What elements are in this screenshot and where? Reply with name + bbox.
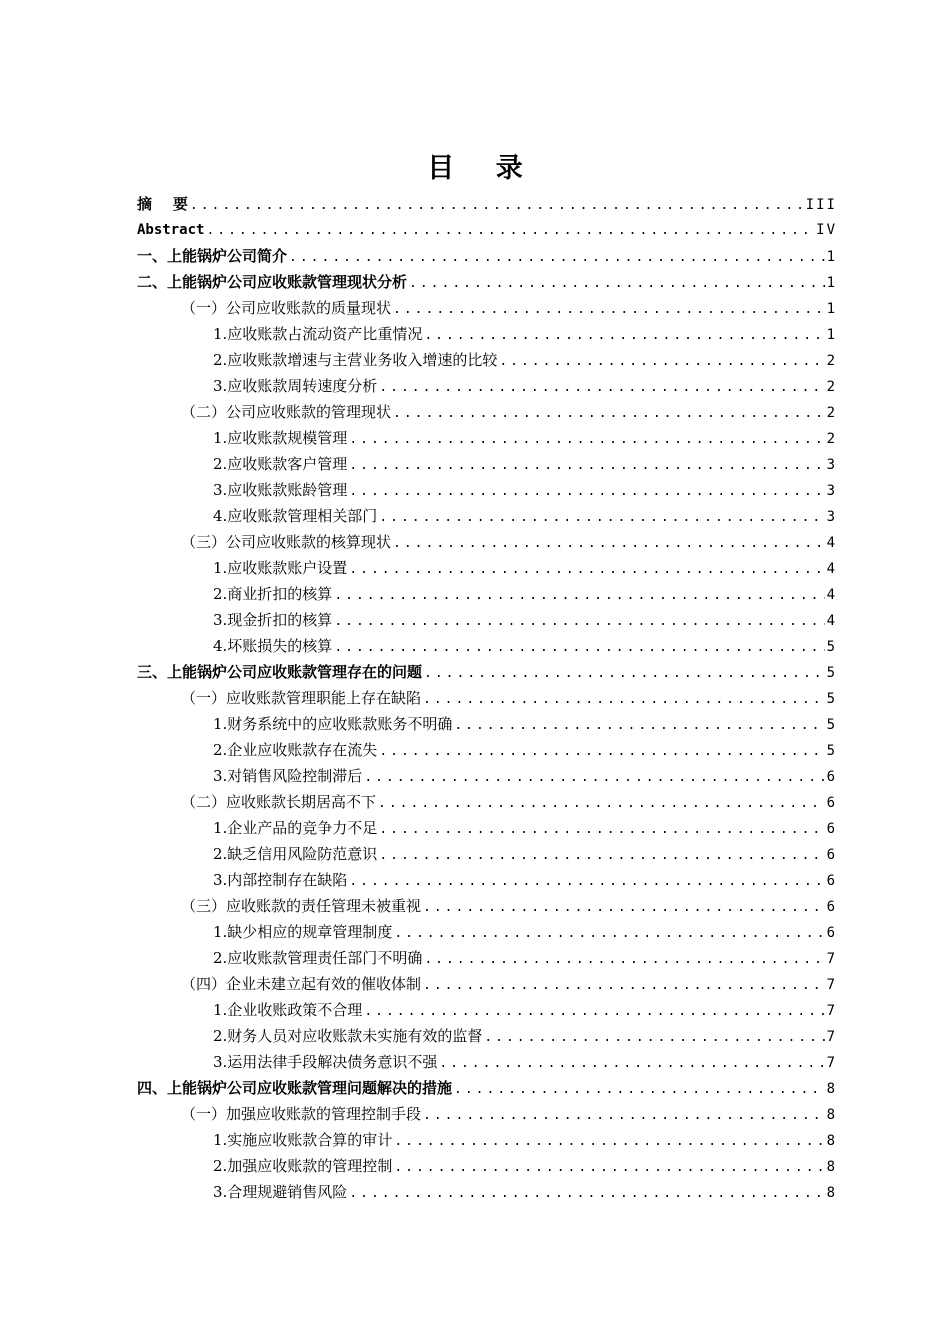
toc-entry[interactable] [137,243,837,269]
dot-leader [379,843,824,869]
toc-entry[interactable] [137,295,837,321]
dot-leader [379,739,824,765]
toc-entry-page-number: 5 [826,691,837,707]
dot-leader [349,427,824,453]
toc-entry-label: 三、上能锅炉公司应收账款管理存在的问题 [137,663,423,681]
toc-entry[interactable] [137,685,837,711]
dot-leader [364,765,824,791]
dot-leader [206,218,814,244]
toc-entry[interactable] [137,893,837,919]
toc-entry-label: 1.应收账款账户设置 [213,559,348,577]
toc-entry-label: 4.坏账损失的核算 [213,637,333,655]
toc-entry[interactable] [137,659,837,685]
toc-entry[interactable] [137,763,837,789]
toc-entry-label: 2.应收账款管理责任部门不明确 [213,949,423,967]
toc-entry-page-number: 2 [826,431,837,447]
toc-entry[interactable] [137,711,837,737]
toc-entry[interactable] [137,321,837,347]
toc-entry[interactable] [137,191,837,217]
toc-entry-label: 2.应收账款增速与主营业务收入增速的比较 [213,351,498,369]
toc-entry-label: 2.企业应收账款存在流失 [213,741,378,759]
toc-entry-label: 2.加强应收账款的管理控制 [213,1157,393,1175]
toc-entry-label: Abstract [137,222,205,238]
toc-entry-label: 四、上能锅炉公司应收账款管理问题解决的措施 [137,1079,453,1097]
dot-leader [409,271,825,297]
toc-entry-page-number: 6 [826,795,837,811]
toc-entry-page-number: 1 [826,249,837,265]
dot-leader [334,609,824,635]
toc-entry-page-number: 7 [826,977,837,993]
toc-entry-page-number: 6 [826,925,837,941]
toc-entry-page-number: 8 [826,1185,837,1201]
toc-entry[interactable] [137,503,837,529]
toc-entry[interactable] [137,867,837,893]
toc-entry-page-number: 5 [826,665,837,681]
toc-entry[interactable] [137,1075,837,1101]
toc-entry-page-number: 8 [826,1159,837,1175]
toc-entry-page-number: 3 [826,457,837,473]
toc-entry-label: 1.应收账款占流动资产比重情况 [213,325,423,343]
toc-entry-page-number: III [805,197,837,213]
toc-title: 目 录 [427,153,539,184]
dot-leader [423,1103,825,1129]
toc-entry-page-number: 7 [826,1055,837,1071]
dot-leader [484,1025,824,1051]
dot-leader [439,1051,824,1077]
toc-entry[interactable] [137,841,837,867]
dot-leader [349,453,824,479]
toc-entry-page-number: 7 [826,951,837,967]
toc-entry-page-number: 6 [826,821,837,837]
toc-entry-page-number: 2 [826,353,837,369]
toc-entry[interactable] [137,789,837,815]
toc-entry-label: 2.商业折扣的核算 [213,585,333,603]
toc-entry[interactable] [137,1179,837,1205]
toc-entry[interactable] [137,633,837,659]
toc-entry-label: 1.缺少相应的规章管理制度 [213,923,393,941]
toc-entry[interactable] [137,581,837,607]
dot-leader [190,193,804,219]
toc-entry[interactable] [137,217,837,243]
toc-entry-label: （三）公司应收账款的核算现状 [181,533,392,551]
dot-leader [364,999,824,1025]
toc-entry[interactable] [137,919,837,945]
toc-entry-page-number: IV [816,222,837,238]
toc-entry[interactable] [137,971,837,997]
toc-entry-page-number: 1 [826,327,837,343]
toc-entry[interactable] [137,945,837,971]
toc-entry-label: 3.现金折扣的核算 [213,611,333,629]
dot-leader [393,531,825,557]
dot-leader [378,791,825,817]
dot-leader [423,895,825,921]
dot-leader [423,973,825,999]
toc-entry-label: 1.企业收账政策不合理 [213,1001,363,1019]
toc-entry-page-number: 5 [826,639,837,655]
dot-leader [334,635,824,661]
dot-leader [379,817,824,843]
toc-entry[interactable] [137,269,837,295]
toc-entry-page-number: 3 [826,483,837,499]
toc-entry[interactable] [137,1049,837,1075]
toc-entry-page-number: 5 [826,743,837,759]
toc-entry-label: （一）加强应收账款的管理控制手段 [181,1105,422,1123]
toc-list [137,191,837,1205]
toc-entry-label: （二）公司应收账款的管理现状 [181,403,392,421]
toc-entry-label: （三）应收账款的责任管理未被重视 [181,897,422,915]
toc-entry-page-number: 6 [826,847,837,863]
toc-entry[interactable] [137,815,837,841]
toc-entry-page-number: 8 [826,1107,837,1123]
toc-entry[interactable] [137,477,837,503]
toc-entry[interactable] [137,399,837,425]
toc-entry-label: 3.对销售风险控制滞后 [213,767,363,785]
toc-entry-label: 3.合理规避销售风险 [213,1183,348,1201]
toc-entry-page-number: 6 [826,769,837,785]
dot-leader [349,869,824,895]
toc-entry-label: 3.运用法律手段解决债务意识不强 [213,1053,438,1071]
toc-entry[interactable] [137,347,837,373]
dot-leader [379,375,824,401]
toc-entry[interactable] [137,451,837,477]
toc-entry[interactable] [137,607,837,633]
toc-entry-label: 2.应收账款客户管理 [213,455,348,473]
toc-entry-page-number: 1 [826,301,837,317]
toc-entry[interactable] [137,997,837,1023]
toc-entry-page-number: 7 [826,1003,837,1019]
toc-entry[interactable] [137,555,837,581]
dot-leader [394,1155,824,1181]
dot-leader [349,479,824,505]
toc-entry-label: 1.实施应收账款合算的审计 [213,1131,393,1149]
dot-leader [394,921,824,947]
toc-entry-page-number: 4 [826,613,837,629]
toc-entry-page-number: 4 [826,587,837,603]
dot-leader [289,245,825,271]
toc-entry-label: 2.财务人员对应收账款未实施有效的监督 [213,1027,483,1045]
toc-entry[interactable] [137,1127,837,1153]
toc-entry[interactable] [137,1101,837,1127]
dot-leader [379,505,824,531]
dot-leader [454,713,824,739]
toc-entry-label: 4.应收账款管理相关部门 [213,507,378,525]
dot-leader [423,687,825,713]
toc-entry-label: 3.内部控制存在缺陷 [213,871,348,889]
toc-entry-label: （一）应收账款管理职能上存在缺陷 [181,689,422,707]
toc-entry[interactable] [137,737,837,763]
dot-leader [393,297,825,323]
toc-entry-page-number: 4 [826,535,837,551]
dot-leader [424,661,825,687]
toc-entry-label: 一、上能锅炉公司简介 [137,247,288,265]
toc-entry-label: 2.缺乏信用风险防范意识 [213,845,378,863]
toc-entry-page-number: 2 [826,405,837,421]
toc-entry-page-number: 1 [826,275,837,291]
dot-leader [349,1181,824,1207]
toc-entry-label: （四）企业未建立起有效的催收体制 [181,975,422,993]
dot-leader [349,557,824,583]
toc-entry-page-number: 5 [826,717,837,733]
dot-leader [394,1129,824,1155]
toc-entry-label: 1.应收账款规模管理 [213,429,348,447]
toc-entry-page-number: 4 [826,561,837,577]
toc-entry-label: 摘 要 [137,195,188,213]
toc-entry-label: （二）应收账款长期居高不下 [181,793,377,811]
toc-entry-label: 1.财务系统中的应收账款账务不明确 [213,715,453,733]
toc-entry-page-number: 6 [826,873,837,889]
toc-entry-label: （一）公司应收账款的质量现状 [181,299,392,317]
toc-entry[interactable] [137,425,837,451]
dot-leader [393,401,825,427]
toc-entry[interactable] [137,1023,837,1049]
dot-leader [334,583,824,609]
toc-entry-page-number: 8 [826,1133,837,1149]
dot-leader [424,947,824,973]
toc-entry-page-number: 6 [826,899,837,915]
toc-entry-page-number: 7 [826,1029,837,1045]
toc-entry[interactable] [137,529,837,555]
toc-entry-page-number: 8 [826,1081,837,1097]
toc-entry-label: 3.应收账款账龄管理 [213,481,348,499]
toc-entry-label: 1.企业产品的竞争力不足 [213,819,378,837]
toc-entry[interactable] [137,1153,837,1179]
toc-entry-label: 3.应收账款周转速度分析 [213,377,378,395]
toc-entry-page-number: 3 [826,509,837,525]
dot-leader [499,349,824,375]
dot-leader [424,323,824,349]
toc-entry[interactable] [137,373,837,399]
toc-entry-page-number: 2 [826,379,837,395]
dot-leader [454,1077,825,1103]
toc-entry-label: 二、上能锅炉公司应收账款管理现状分析 [137,273,408,291]
